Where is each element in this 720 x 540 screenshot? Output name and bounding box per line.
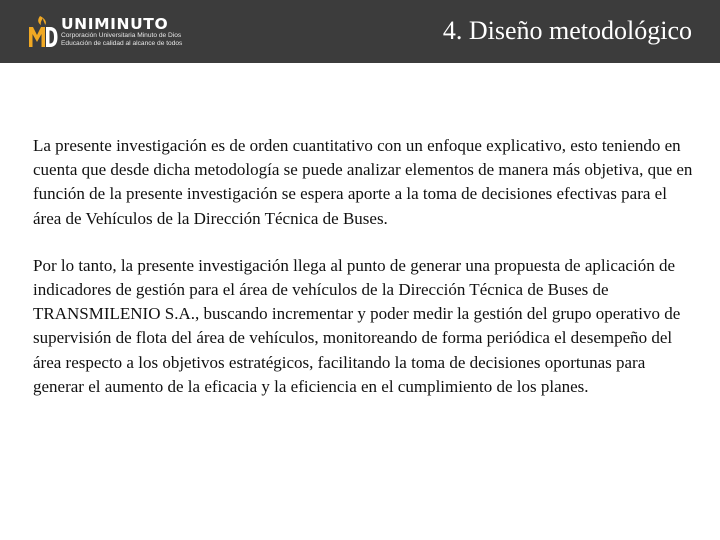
logo-name: UNIMINUTO <box>61 15 169 34</box>
md-logo-icon <box>28 14 58 50</box>
logo-subtitle-1: Corporación Universitaria Minuto de Dios <box>61 32 182 40</box>
paragraph-1: La presente investigación es de orden cuantitativo con un enfoque explicativo, esto teniendo en cuenta que desde dicha metodología se puede analizar elementos de manera más objetiva, que en función de la presente investigación se espera aporte a la toma de decisiones efectivas para el área de Vehículos de la Dirección Técnica de Buses. <box>33 136 693 228</box>
logo-text <box>61 16 182 47</box>
uniminuto-logo <box>28 12 182 52</box>
header-bar <box>0 0 720 63</box>
logo-subtitle-2: Educación de calidad al alcance de todos <box>61 40 183 47</box>
paragraph-2: Por lo tanto, la presente investigación llega al punto de generar una propuesta de aplicación de indicadores de gestión para el área de vehículos de la Dirección Técnica de Buses de TRANSMILENIO S.A., buscando incrementar y poder medir la gestión del grupo operativo de supervisión de flota del área de vehículos, monitoreando de forma periódica el desempeño del área respecto a los objetivos estratégicos, facilitando la toma de decisiones oportunas para generar el aumento de la eficacia y la eficiencia en el cumplimiento de los planes. <box>33 255 681 396</box>
body-text <box>33 134 693 422</box>
slide-title: 4. Diseño metodológico <box>442 16 692 45</box>
